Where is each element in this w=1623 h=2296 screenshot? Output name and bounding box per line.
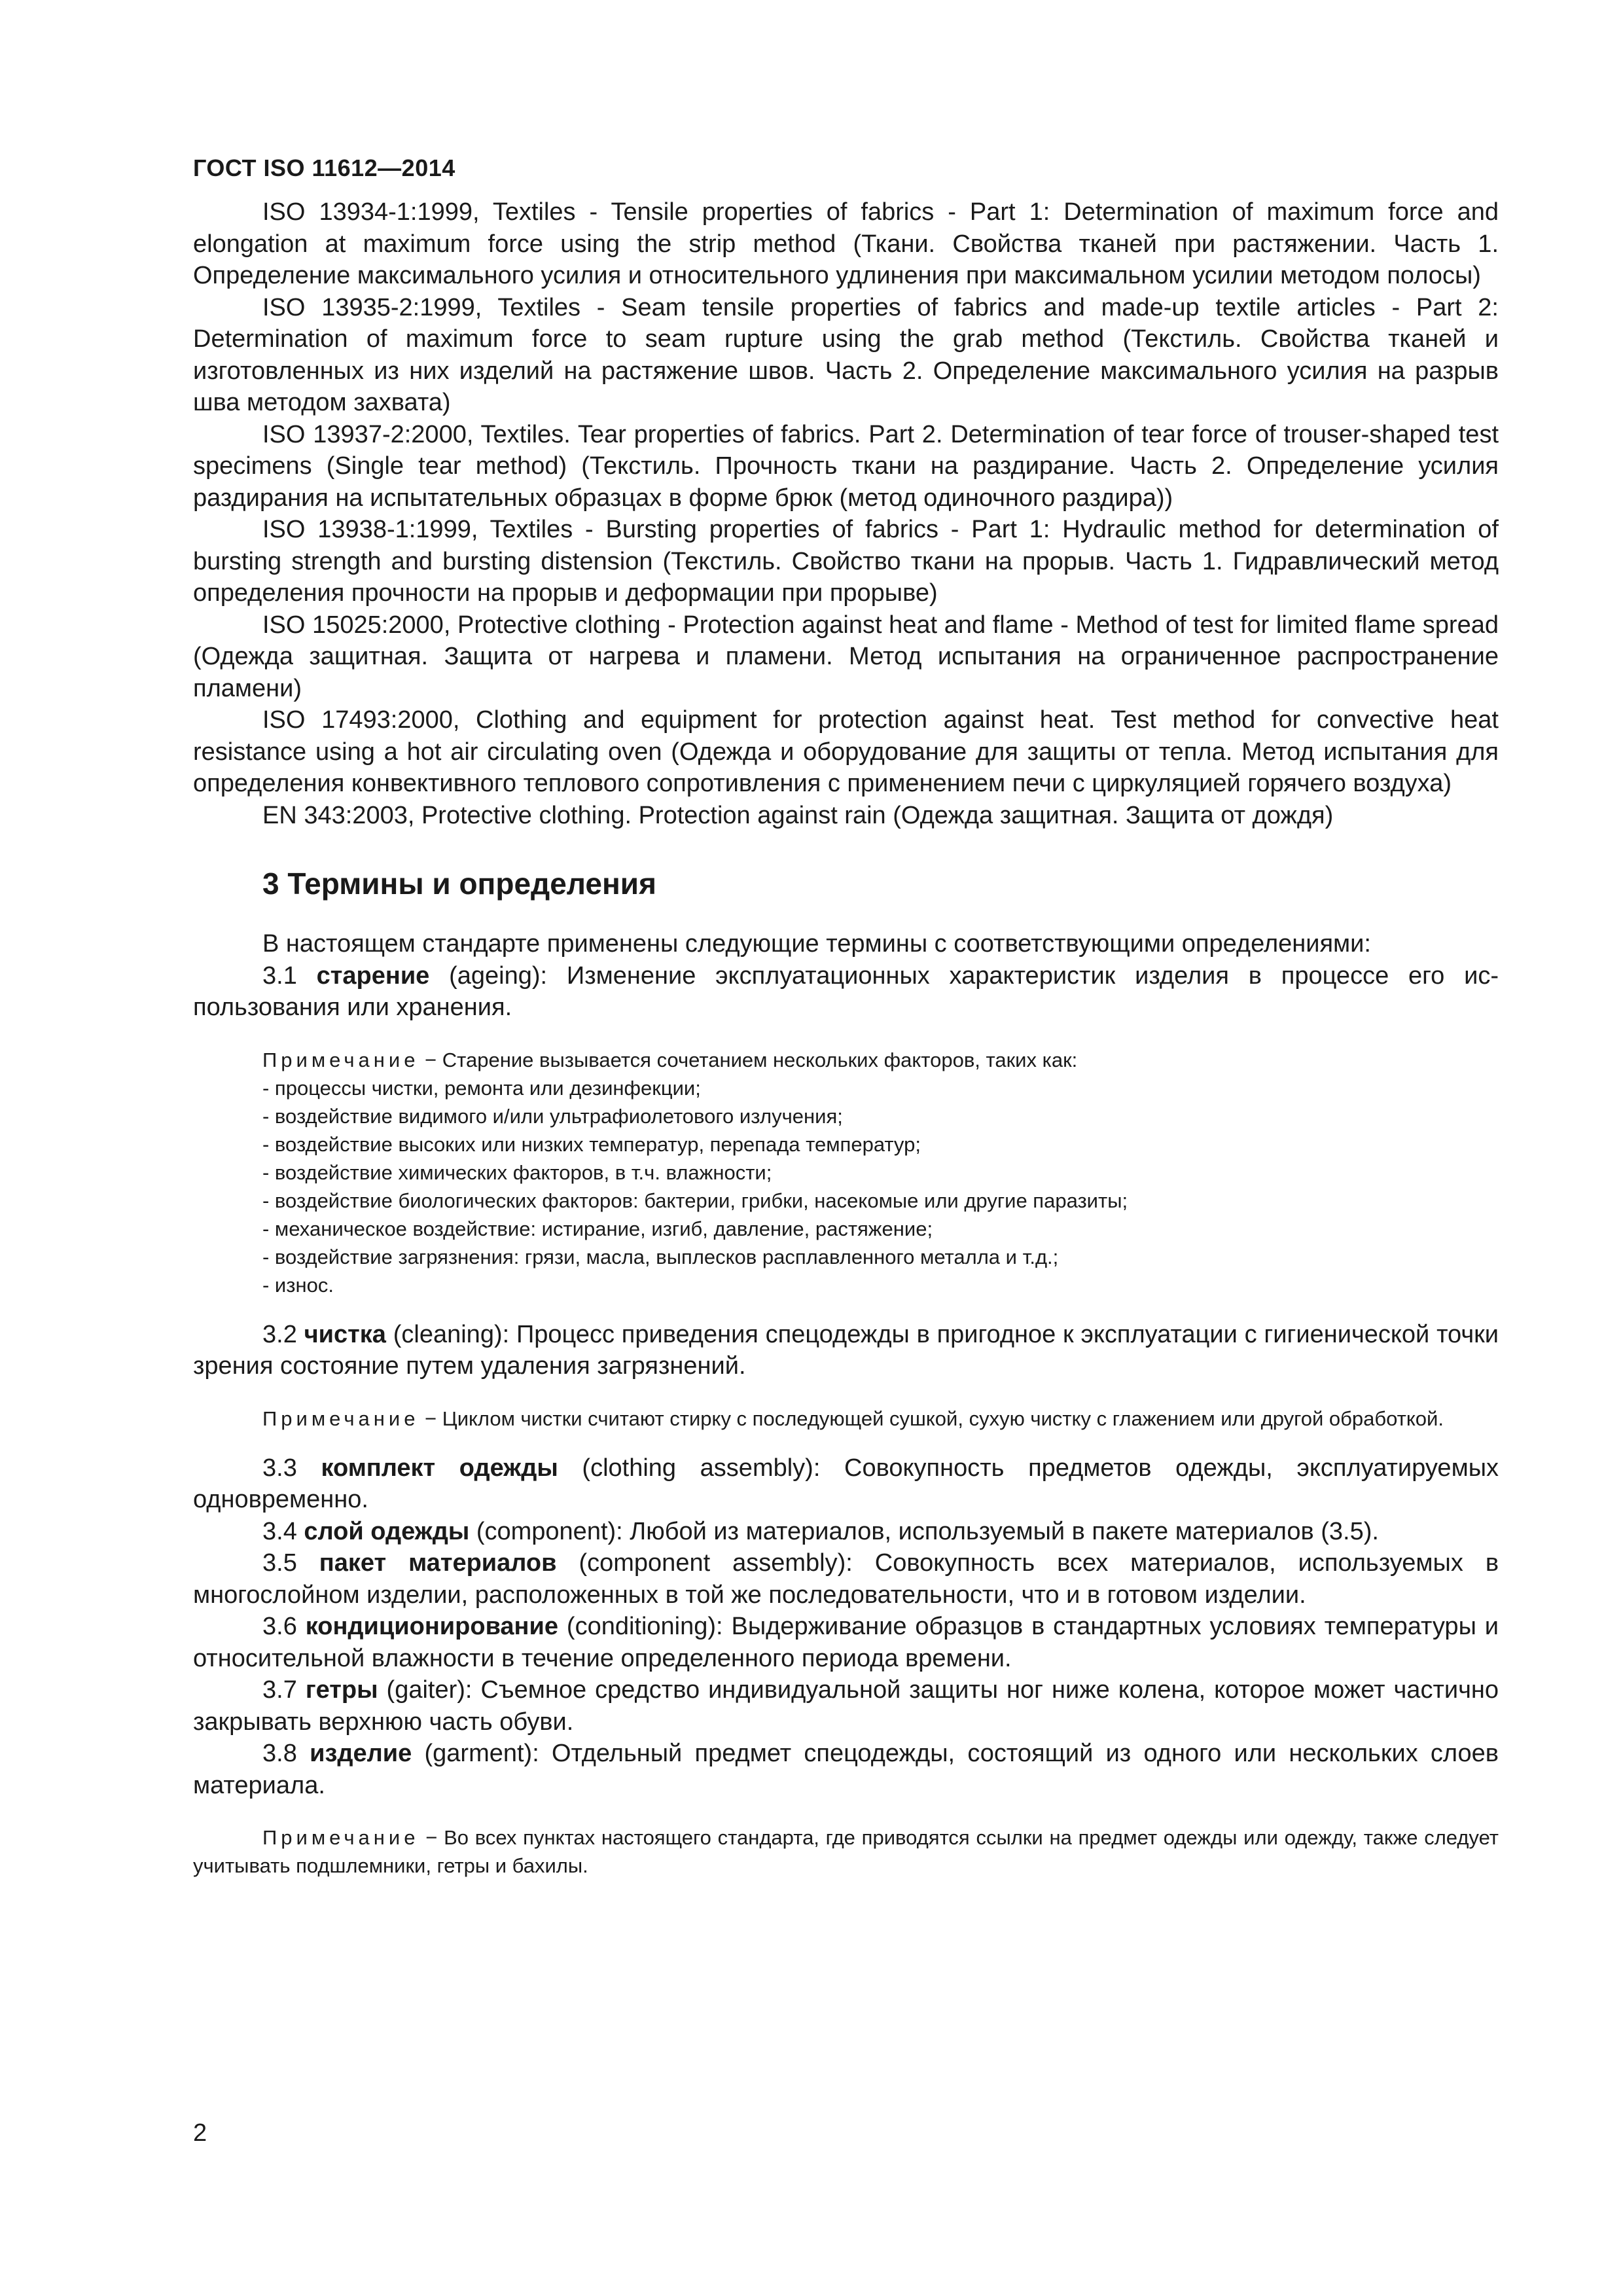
note-list-item: - воздействие химических факторов, в т.ч. влажности; <box>262 1160 772 1184</box>
term-number: 3.3 <box>262 1454 297 1482</box>
reference-item: ISO 13934-1:1999, Textiles - Tensile properties of fabrics - Part 1: Determination of maximum force and elongation at maximum force using the strip method (Ткани. Свойства тканей при растяжении. Часть 1. Определение максимального усилия и относительного удлинения при максимальном усилии методом полосы) <box>193 198 1499 289</box>
term-definition: (garment): Отдельный предмет спецодежды, состоящий из одного или нескольких слоев материала. <box>193 1740 1499 1799</box>
term-definition: (conditioning): Выдерживание образцов в стандартных условиях температуры и относительной влажности в течение определенного периода времени. <box>193 1613 1499 1672</box>
note-text: − Циклом чистки считают стирку с последующей сушкой, сухую чистку с глажением или другой обработкой. <box>419 1407 1444 1430</box>
page-body <box>193 196 1499 1899</box>
reference-item: EN 343:2003, Protective clothing. Protection against rain (Одежда защитная. Защита от дождя) <box>262 801 1334 829</box>
term-name: кондиционирование <box>305 1613 559 1640</box>
reference-item: ISO 17493:2000, Clothing and equipment for protection against heat. Test method for convective heat resistance using a hot air circulating oven (Одежда и оборудование для защиты от тепла. Метод испытания для определения конвективного теплового сопротивления с применением печи с циркуляцией горячего воздуха) <box>193 706 1499 797</box>
term-3-7 <box>193 1674 1499 1738</box>
note-list-item: - процессы чистки, ремонта или дезинфекции; <box>262 1076 701 1100</box>
note-list-item: - воздействие загрязнения: грязи, масла, выплесков расплавленного металла и т.д.; <box>262 1245 1059 1268</box>
term-definition: (component): Любой из материалов, используемый в пакете материалов (3.5). <box>469 1517 1379 1545</box>
term-name: пакет материалов <box>319 1549 557 1577</box>
page-header: ГОСТ ISO 11612—2014 <box>193 154 455 181</box>
reference-item: ISO 13935-2:1999, Textiles - Seam tensile properties of fabrics and made-up textile articles - Part 2: Determination of maximum force to seam rupture using the grab method (Текстиль. Свойства тканей и изготовленных из них изделий на растяжение швов. Часть 2. Определение максимального усилия на разрыв шва методом захвата) <box>193 293 1499 416</box>
term-3-5 <box>193 1547 1499 1611</box>
note-ageing <box>193 1046 1499 1299</box>
term-number: 3.6 <box>262 1613 297 1640</box>
term-name: слой одежды <box>304 1517 470 1545</box>
section-intro: В настоящем стандарте применены следующие термины с соответствующими определениями: <box>262 930 1371 958</box>
note-text: − Старение вызывается сочетанием нескольких факторов, таких как: <box>419 1048 1078 1071</box>
term-3-1 <box>193 960 1499 1024</box>
term-name: комплект одежды <box>321 1454 558 1482</box>
note-list-item: - износ. <box>262 1273 334 1297</box>
term-definition: (cleaning): Процесс приведения спецодежды в пригодное к эксплуатации с гигиенической точки зрения состояние путем удаления загрязнений. <box>193 1320 1499 1380</box>
term-definition: (gaiter): Съемное средство индивидуальной защиты ног ниже колена, которое может частично закрывать верхнюю часть обуви. <box>193 1676 1499 1736</box>
term-3-2 <box>193 1319 1499 1382</box>
page-number: 2 <box>193 2119 207 2147</box>
reference-item: ISO 13938-1:1999, Textiles - Bursting properties of fabrics - Part 1: Hydraulic method for determination of bursting strength and bursting distension (Текстиль. Свойство ткани на прорыв. Часть 1. Гидравлический метод определения прочности на прорыв и деформации при прорыве) <box>193 516 1499 607</box>
reference-item: ISO 13937-2:2000, Textiles. Tear properties of fabrics. Part 2. Determination of tear force of trouser-shaped test specimens (Single tear method) (Текстиль. Прочность ткани на раздирание. Часть 2. Определение усилия раздирания на испытательных образцах в форме брюк (метод одиночного раздира)) <box>193 420 1499 512</box>
term-definition: (ageing): Изменение эксплуатационных характеристик изделия в процессе его использования или хранения. <box>193 961 1499 1021</box>
note-list-item: - воздействие высоких или низких температур, перепада температур; <box>262 1132 921 1156</box>
note-cleaning <box>193 1405 1499 1433</box>
term-definition: (clothing assembly): Совокупность предметов одежды, эксплуатируемых одновременно. <box>193 1454 1499 1513</box>
term-number: 3.4 <box>262 1517 297 1545</box>
note-label: Примечание <box>262 1048 419 1071</box>
note-text: − Во всех пунктах настоящего стандарта, где приводятся ссылки на предмет одежды или одежду, также следует учитывать подшлемники, гетры и бахилы. <box>193 1826 1499 1877</box>
term-3-3 <box>193 1452 1499 1516</box>
term-number: 3.7 <box>262 1676 297 1704</box>
term-name: чистка <box>304 1320 386 1348</box>
term-number: 3.8 <box>262 1740 297 1767</box>
term-3-4 <box>193 1516 1499 1548</box>
term-3-6 <box>193 1611 1499 1674</box>
note-label: Примечание <box>262 1826 419 1849</box>
term-name: изделие <box>310 1740 412 1767</box>
note-list-item: - механическое воздействие: истирание, изгиб, давление, растяжение; <box>262 1217 933 1240</box>
term-number: 3.5 <box>262 1549 297 1577</box>
section-heading: 3 Термины и определения <box>262 867 656 901</box>
note-garment <box>193 1823 1499 1880</box>
reference-item: ISO 15025:2000, Protective clothing - Protection against heat and flame - Method of test for limited flame spread (Одежда защитная. Защита от нагрева и пламени. Метод испытания на ограниченное распространение пламени) <box>193 611 1499 702</box>
term-definition: (component assembly): Совокупность всех материалов, используемых в многослойном изделии, расположенных в той же последовательности, что и в готовом изделии. <box>193 1549 1499 1609</box>
note-list-item: - воздействие видимого и/или ультрафиолетового излучения; <box>262 1104 843 1128</box>
term-number: 3.1 <box>262 961 297 990</box>
term-name: гетры <box>305 1676 378 1704</box>
note-label: Примечание <box>262 1407 419 1430</box>
note-list-item: - воздействие биологических факторов: бактерии, грибки, насекомые или другие паразиты; <box>262 1189 1128 1212</box>
term-number: 3.2 <box>262 1320 297 1348</box>
term-3-8 <box>193 1738 1499 1801</box>
term-name: старение <box>316 961 430 990</box>
